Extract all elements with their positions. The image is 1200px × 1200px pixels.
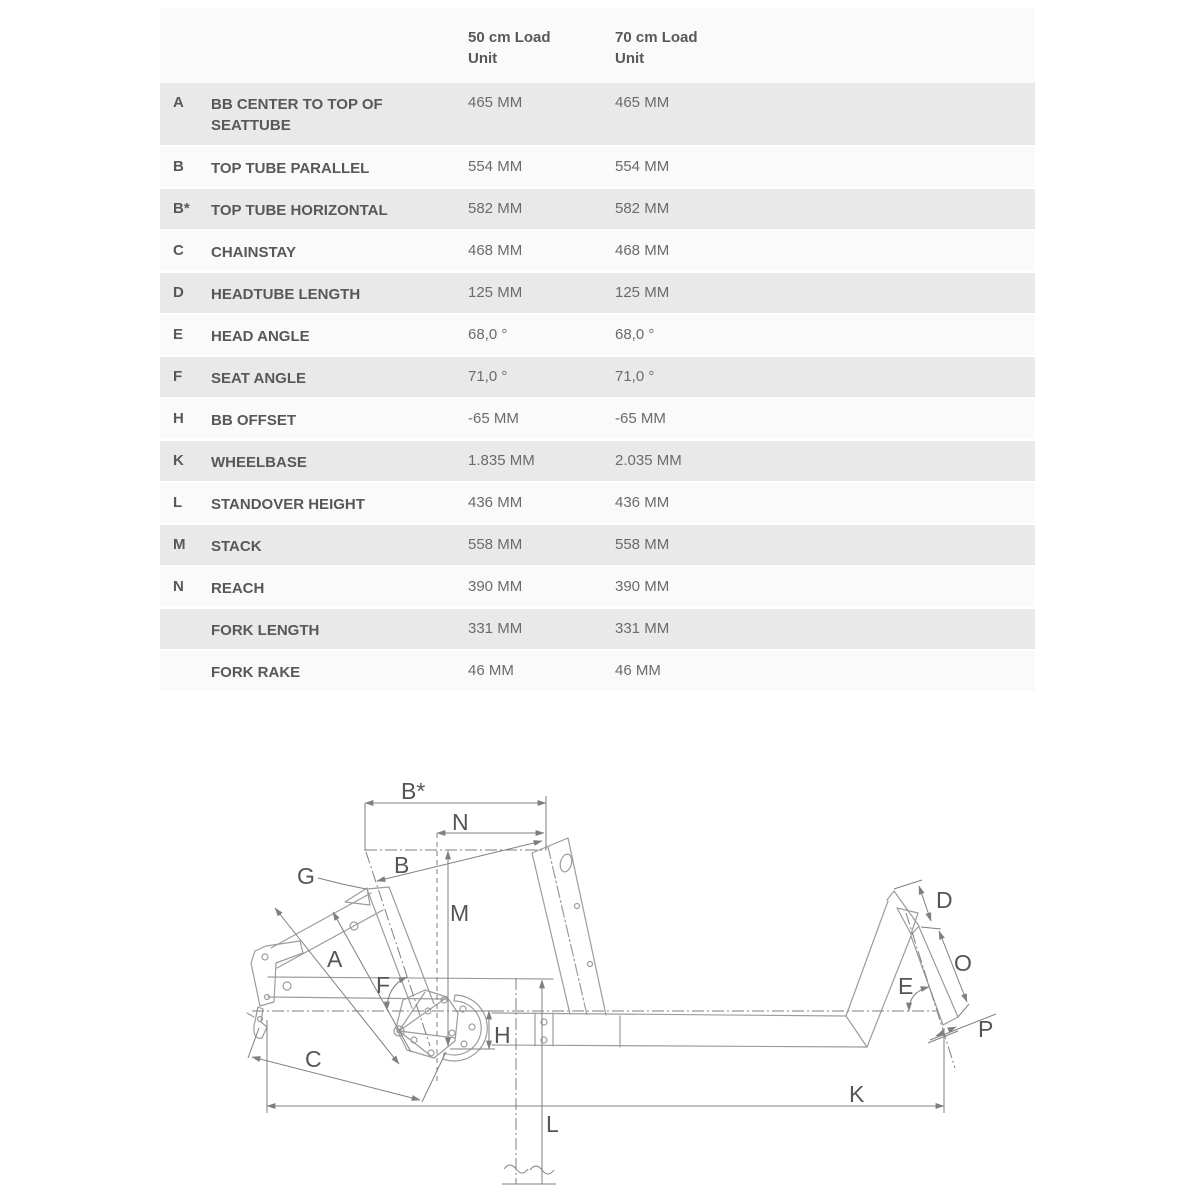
chainring-guard — [443, 995, 487, 1061]
column-header-70cm — [615, 27, 1035, 69]
row-key: B — [173, 158, 184, 175]
table-row-m — [160, 525, 1035, 567]
row-value-50cm: 68,0 ° — [468, 326, 508, 343]
row-label: CHAINSTAY — [211, 244, 297, 261]
geometry-diagram — [0, 760, 1200, 1200]
row-value-70cm: 436 MM — [615, 494, 670, 511]
dim-chainstay — [252, 1057, 420, 1100]
table-row-fork-length — [160, 609, 1035, 651]
row-value-50cm: 71,0 ° — [468, 368, 508, 385]
row-key: D — [173, 284, 184, 301]
row-label: STACK — [211, 538, 262, 555]
table-row-c — [160, 231, 1035, 273]
row-value-50cm: 582 MM — [468, 200, 523, 217]
row-key: N — [173, 578, 184, 595]
row-value-70cm: 46 MM — [615, 662, 661, 679]
row-label: FORK LENGTH — [211, 622, 320, 639]
row-value-50cm: 465 MM — [468, 94, 523, 111]
table-row-b-star — [160, 189, 1035, 231]
dim-label-c: C — [305, 1046, 322, 1072]
dim-label-g: G — [297, 863, 315, 889]
dimension-lines — [248, 796, 996, 1184]
dim-label-d: D — [936, 887, 953, 913]
row-key — [173, 662, 211, 691]
table-row-fork-rake — [160, 651, 1035, 693]
column-header-line: Unit — [615, 50, 645, 67]
rear-dropout-bracket — [251, 941, 303, 1006]
fork-blade — [911, 927, 958, 1025]
dim-label-f: F — [376, 972, 391, 998]
row-key: B* — [173, 200, 190, 217]
row-value-50cm: 468 MM — [468, 242, 523, 259]
table-row-e — [160, 315, 1035, 357]
row-value-70cm: -65 MM — [615, 410, 666, 427]
dimension-labels — [297, 778, 993, 1137]
row-value-50cm: 331 MM — [468, 620, 523, 637]
row-value-70cm: 68,0 ° — [615, 326, 655, 343]
column-header-line: Unit — [468, 50, 498, 67]
row-key: L — [173, 494, 183, 511]
row-value-70cm: 331 MM — [615, 620, 670, 637]
row-value-50cm: 125 MM — [468, 284, 523, 301]
row-value-50cm: 558 MM — [468, 536, 523, 553]
row-label: FORK RAKE — [211, 664, 301, 681]
table-row-n — [160, 567, 1035, 609]
dim-label-h: H — [494, 1022, 511, 1048]
row-key: A — [173, 94, 184, 111]
dim-label-n: N — [452, 809, 469, 835]
row-value-70cm: 465 MM — [615, 94, 670, 111]
row-key: E — [173, 326, 184, 343]
row-value-70cm: 554 MM — [615, 158, 670, 175]
geometry-table — [160, 8, 1035, 693]
table-row-a — [160, 83, 1035, 147]
row-value-70cm: 468 MM — [615, 242, 670, 259]
column-header-line: 70 cm Load — [615, 29, 698, 46]
seat-tube — [367, 887, 389, 889]
row-value-50cm: 1.835 MM — [468, 452, 535, 469]
row-value-70cm: 390 MM — [615, 578, 670, 595]
rack-beam — [271, 893, 371, 948]
table-header — [160, 8, 1035, 83]
table-row-f — [160, 357, 1035, 399]
table-row-b — [160, 147, 1035, 189]
column-header-line: 50 cm Load — [468, 29, 551, 46]
head-tube — [887, 891, 919, 935]
row-value-70cm: 558 MM — [615, 536, 670, 553]
dim-label-l: L — [546, 1111, 559, 1137]
table-row-h — [160, 399, 1035, 441]
row-value-70cm: 582 MM — [615, 200, 670, 217]
dim-headtube-length — [919, 886, 931, 921]
dim-label-k: K — [849, 1081, 865, 1107]
dim-label-e: E — [898, 973, 914, 999]
row-value-50cm: 436 MM — [468, 494, 523, 511]
row-value-70cm: 125 MM — [615, 284, 670, 301]
row-value-50cm: 390 MM — [468, 578, 523, 595]
dim-label-p: P — [978, 1016, 994, 1042]
column-header-50cm — [468, 27, 615, 69]
bb-crank-assembly — [396, 990, 458, 1058]
row-label: REACH — [211, 580, 265, 597]
table-row-k — [160, 441, 1035, 483]
dim-label-m: M — [450, 900, 470, 926]
main-tube — [492, 1013, 846, 1016]
dim-label-b-star: B* — [401, 778, 426, 804]
dropout-hook — [254, 1007, 267, 1038]
row-key: K — [173, 452, 184, 469]
row-label: HEAD ANGLE — [211, 328, 310, 345]
table-row-d — [160, 273, 1035, 315]
saddle-clamp — [345, 888, 370, 905]
steering-axis-line — [906, 913, 955, 1068]
row-value-70cm: 2.035 MM — [615, 452, 682, 469]
row-key — [173, 620, 211, 649]
row-value-50cm: -65 MM — [468, 410, 519, 427]
leader-g — [318, 878, 366, 889]
dim-label-a: A — [327, 946, 343, 972]
row-key: C — [173, 242, 184, 259]
down-tube — [846, 901, 888, 1016]
row-value-50cm: 46 MM — [468, 662, 514, 679]
row-label: WHEELBASE — [211, 454, 307, 471]
seat-axis-line — [366, 852, 430, 1046]
dim-label-b: B — [394, 852, 410, 878]
row-label: BB CENTER TO TOP OF SEATTUBE — [211, 96, 383, 134]
row-label: TOP TUBE HORIZONTAL — [211, 202, 388, 219]
dim-label-o: O — [954, 950, 972, 976]
row-label: BB OFFSET — [211, 412, 296, 429]
row-label: TOP TUBE PARALLEL — [211, 160, 370, 177]
row-value-50cm: 554 MM — [468, 158, 523, 175]
row-key: F — [173, 368, 183, 385]
row-label: STANDOVER HEIGHT — [211, 496, 365, 513]
row-key: M — [173, 536, 186, 553]
seat-mast — [532, 838, 606, 1015]
row-value-70cm: 71,0 ° — [615, 368, 655, 385]
row-key: H — [173, 410, 184, 427]
row-label: HEADTUBE LENGTH — [211, 286, 361, 303]
row-label: SEAT ANGLE — [211, 370, 307, 387]
deck-rail-top — [268, 977, 553, 979]
table-row-l — [160, 483, 1035, 525]
